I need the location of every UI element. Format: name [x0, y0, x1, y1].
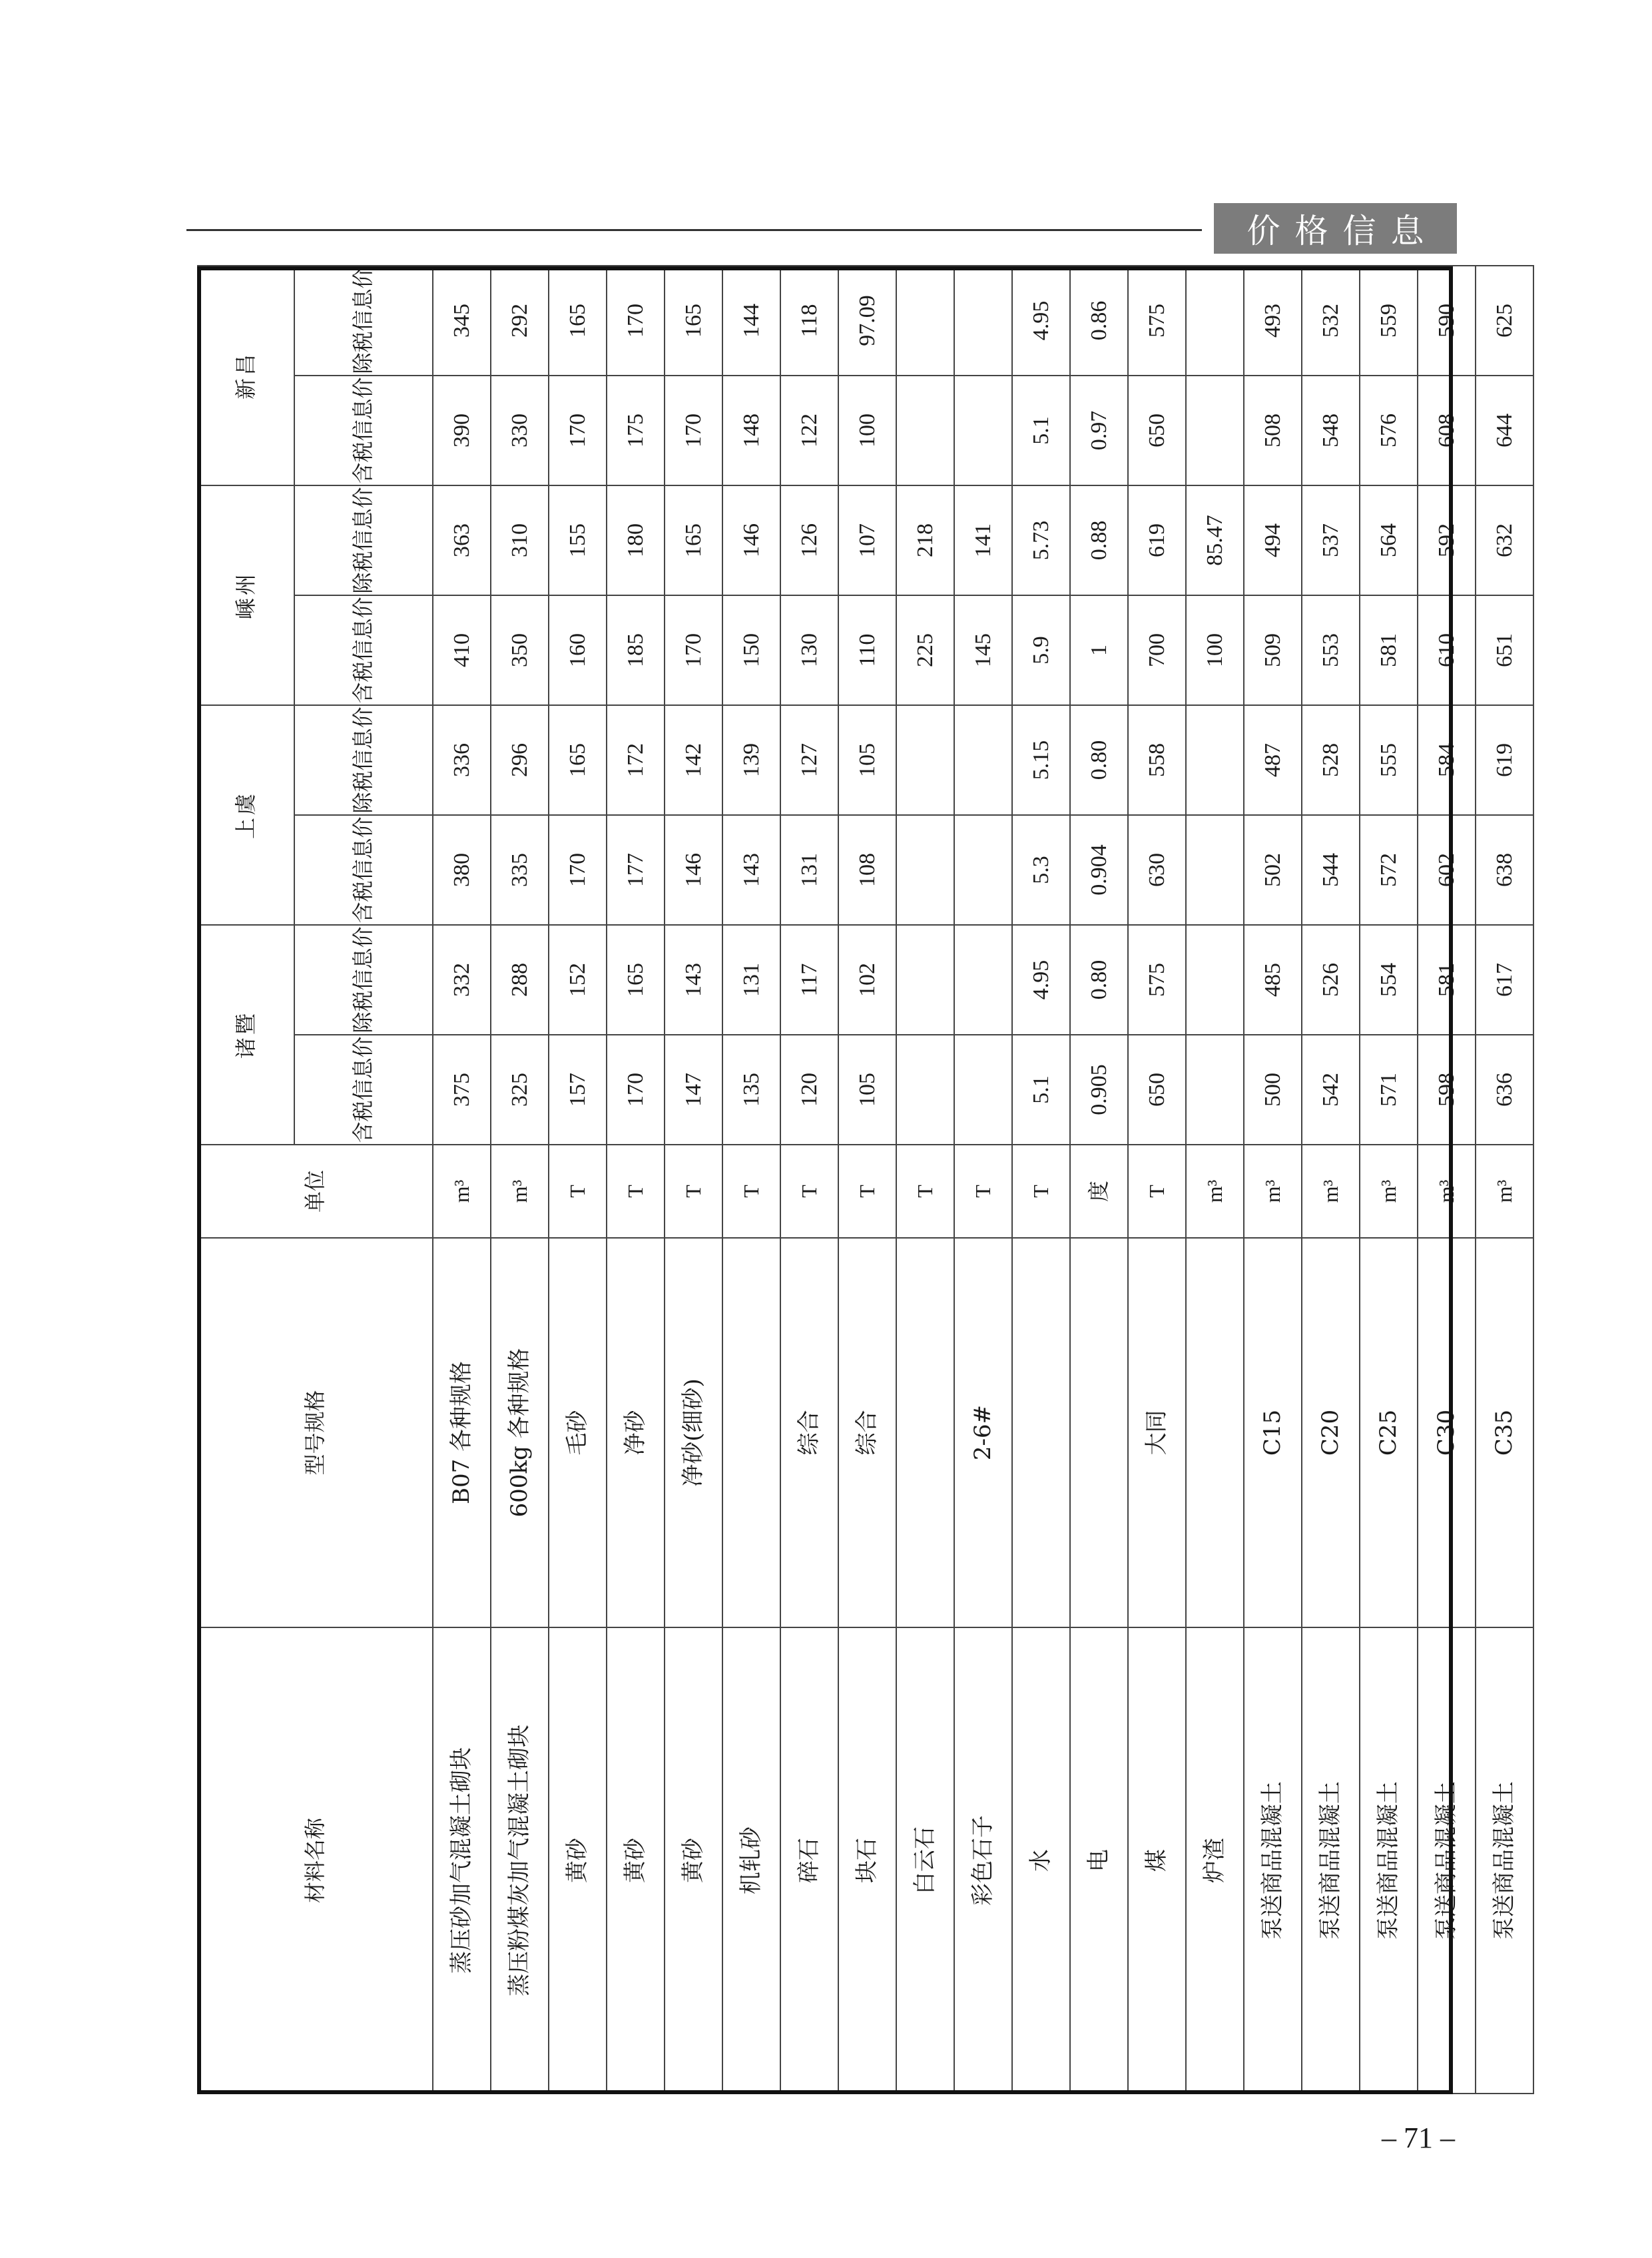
price-with-tax-cell: 638 [1476, 815, 1533, 925]
price-with-tax-cell: 5.3 [1012, 815, 1070, 925]
price-without-tax-cell: 165 [549, 705, 607, 815]
price-with-tax-cell: 170 [607, 1035, 665, 1145]
price-with-tax-cell: 1 [1070, 595, 1128, 705]
price-with-tax-cell: 380 [433, 815, 491, 925]
section-title: 价格信息 [1214, 203, 1457, 254]
region-header-shangyu: 上虞 [198, 705, 294, 925]
price-without-tax-cell: 172 [607, 705, 665, 815]
price-with-tax-cell: 576 [1360, 376, 1418, 485]
price-with-tax-cell: 131 [780, 815, 838, 925]
unit-cell: T [1012, 1145, 1070, 1238]
spec-cell: C35 [1476, 1238, 1533, 1627]
region-header-zhuji: 诸暨 [198, 925, 294, 1145]
price-with-tax-cell: 130 [780, 595, 838, 705]
table-frame [197, 266, 1453, 2094]
material-name-cell: 泵送商品混凝土 [1244, 1627, 1302, 2094]
unit-cell: T [722, 1145, 780, 1238]
unit-cell: m³ [1244, 1145, 1302, 1238]
price-without-tax-cell: 0.86 [1070, 266, 1128, 376]
price-with-tax-cell: 630 [1128, 815, 1186, 925]
price-without-tax-cell: 170 [607, 266, 665, 376]
price-without-tax-cell: 336 [433, 705, 491, 815]
price-with-tax-cell: 553 [1302, 595, 1360, 705]
price-without-tax-cell: 345 [433, 266, 491, 376]
unit-cell: T [607, 1145, 665, 1238]
unit-cell: T [1128, 1145, 1186, 1238]
material-name-cell: 炉渣 [1186, 1627, 1244, 2094]
price-with-tax-cell: 146 [665, 815, 722, 925]
price-with-tax-cell: 143 [722, 815, 780, 925]
price-with-tax-cell: 650 [1128, 376, 1186, 485]
price-without-tax-cell: 146 [722, 485, 780, 595]
spec-cell: 净砂(细砂) [665, 1238, 722, 1627]
price-with-tax-cell: 160 [549, 595, 607, 705]
price-with-tax-cell: 170 [549, 815, 607, 925]
price-with-tax-cell: 5.1 [1012, 376, 1070, 485]
subheader-with-tax: 含税信息价 [294, 815, 433, 925]
price-with-tax-cell: 0.97 [1070, 376, 1128, 485]
unit-cell: T [896, 1145, 954, 1238]
subheader-without-tax: 除税信息价 [294, 705, 433, 815]
region-header-shengzhou: 嵊州 [198, 485, 294, 705]
price-without-tax-cell: 581 [1418, 925, 1476, 1035]
material-name-cell: 黄砂 [607, 1627, 665, 2094]
price-with-tax-cell: 135 [722, 1035, 780, 1145]
price-with-tax-cell: 500 [1244, 1035, 1302, 1145]
col-name-header: 材料名称 [198, 1627, 433, 2094]
price-without-tax-cell: 363 [433, 485, 491, 595]
price-without-tax-cell: 144 [722, 266, 780, 376]
price-without-tax-cell: 558 [1128, 705, 1186, 815]
price-with-tax-cell: 157 [549, 1035, 607, 1145]
unit-cell: T [838, 1145, 896, 1238]
price-without-tax-cell: 532 [1302, 266, 1360, 376]
price-without-tax-cell: 85.47 [1186, 485, 1244, 595]
price-without-tax-cell: 493 [1244, 266, 1302, 376]
spec-cell: 600kg 各种规格 [491, 1238, 549, 1627]
price-with-tax-cell: 5.9 [1012, 595, 1070, 705]
price-without-tax-cell: 554 [1360, 925, 1418, 1035]
price-with-tax-cell: 108 [838, 815, 896, 925]
price-with-tax-cell: 375 [433, 1035, 491, 1145]
subheader-with-tax: 含税信息价 [294, 1035, 433, 1145]
price-without-tax-cell: 165 [549, 266, 607, 376]
material-name-cell: 电 [1070, 1627, 1128, 2094]
material-name-cell: 碎石 [780, 1627, 838, 2094]
price-without-tax-cell: 97.09 [838, 266, 896, 376]
price-with-tax-cell: 542 [1302, 1035, 1360, 1145]
price-without-tax-cell: 584 [1418, 705, 1476, 815]
price-with-tax-cell: 122 [780, 376, 838, 485]
price-with-tax-cell: 602 [1418, 815, 1476, 925]
price-with-tax-cell: 148 [722, 376, 780, 485]
unit-cell: m³ [1476, 1145, 1533, 1238]
price-without-tax-cell: 4.95 [1012, 925, 1070, 1035]
price-without-tax-cell: 332 [433, 925, 491, 1035]
price-without-tax-cell: 494 [1244, 485, 1302, 595]
table-row [1476, 266, 1533, 2094]
price-without-tax-cell: 131 [722, 925, 780, 1035]
unit-cell: T [780, 1145, 838, 1238]
unit-cell: m³ [1360, 1145, 1418, 1238]
price-without-tax-cell: 592 [1418, 485, 1476, 595]
price-with-tax-cell: 175 [607, 376, 665, 485]
price-without-tax-cell: 117 [780, 925, 838, 1035]
price-with-tax-cell: 390 [433, 376, 491, 485]
price-without-tax-cell: 142 [665, 705, 722, 815]
price-without-tax-cell: 617 [1476, 925, 1533, 1035]
unit-cell: T [954, 1145, 1012, 1238]
price-with-tax-cell: 335 [491, 815, 549, 925]
price-without-tax-cell: 0.80 [1070, 925, 1128, 1035]
price-with-tax-cell: 636 [1476, 1035, 1533, 1145]
price-with-tax-cell: 502 [1244, 815, 1302, 925]
price-without-tax-cell: 165 [607, 925, 665, 1035]
page-number: – 71 – [1382, 2121, 1455, 2154]
region-header-xinchang: 新昌 [198, 266, 294, 485]
price-without-tax-cell: 165 [665, 485, 722, 595]
price-with-tax-cell: 581 [1360, 595, 1418, 705]
spec-cell: C25 [1360, 1238, 1418, 1627]
price-without-tax-cell: 118 [780, 266, 838, 376]
price-without-tax-cell: 590 [1418, 266, 1476, 376]
price-with-tax-cell: 571 [1360, 1035, 1418, 1145]
price-with-tax-cell: 572 [1360, 815, 1418, 925]
price-without-tax-cell: 485 [1244, 925, 1302, 1035]
price-with-tax-cell: 170 [665, 595, 722, 705]
price-without-tax-cell: 180 [607, 485, 665, 595]
price-without-tax-cell: 575 [1128, 266, 1186, 376]
material-name-cell: 蒸压粉煤灰加气混凝土砌块 [491, 1627, 549, 2094]
material-name-cell: 块石 [838, 1627, 896, 2094]
price-with-tax-cell: 350 [491, 595, 549, 705]
subheader-without-tax: 除税信息价 [294, 485, 433, 595]
price-without-tax-cell: 528 [1302, 705, 1360, 815]
price-with-tax-cell: 100 [838, 376, 896, 485]
price-with-tax-cell: 177 [607, 815, 665, 925]
price-without-tax-cell: 625 [1476, 266, 1533, 376]
price-without-tax-cell: 0.80 [1070, 705, 1128, 815]
price-without-tax-cell: 575 [1128, 925, 1186, 1035]
unit-cell: m³ [1302, 1145, 1360, 1238]
subheader-with-tax: 含税信息价 [294, 376, 433, 485]
price-with-tax-cell: 610 [1418, 595, 1476, 705]
price-with-tax-cell: 225 [896, 595, 954, 705]
price-with-tax-cell: 650 [1128, 1035, 1186, 1145]
price-with-tax-cell: 644 [1476, 376, 1533, 485]
price-without-tax-cell: 564 [1360, 485, 1418, 595]
material-name-cell: 泵送商品混凝土 [1360, 1627, 1418, 2094]
spec-cell: 2-6# [954, 1238, 1012, 1627]
material-name-cell: 白云石 [896, 1627, 954, 2094]
spec-cell: C15 [1244, 1238, 1302, 1627]
price-with-tax-cell: 330 [491, 376, 549, 485]
price-without-tax-cell: 4.95 [1012, 266, 1070, 376]
unit-cell: T [549, 1145, 607, 1238]
material-name-cell: 机轧砂 [722, 1627, 780, 2094]
unit-cell: m³ [1418, 1145, 1476, 1238]
price-with-tax-cell: 105 [838, 1035, 896, 1145]
spec-cell: 净砂 [607, 1238, 665, 1627]
spec-cell: C30 [1418, 1238, 1476, 1627]
unit-cell: m³ [491, 1145, 549, 1238]
price-without-tax-cell: 107 [838, 485, 896, 595]
spec-cell: 综合 [838, 1238, 896, 1627]
price-without-tax-cell: 155 [549, 485, 607, 595]
price-without-tax-cell: 288 [491, 925, 549, 1035]
price-with-tax-cell: 170 [665, 376, 722, 485]
price-without-tax-cell: 619 [1476, 705, 1533, 815]
price-without-tax-cell: 141 [954, 485, 1012, 595]
price-without-tax-cell: 559 [1360, 266, 1418, 376]
price-with-tax-cell: 410 [433, 595, 491, 705]
price-without-tax-cell: 526 [1302, 925, 1360, 1035]
material-name-cell: 蒸压砂加气混凝土砌块 [433, 1627, 491, 2094]
price-without-tax-cell: 0.88 [1070, 485, 1128, 595]
price-without-tax-cell: 127 [780, 705, 838, 815]
spec-cell: 综合 [780, 1238, 838, 1627]
price-with-tax-cell: 325 [491, 1035, 549, 1145]
material-name-cell: 煤 [1128, 1627, 1186, 2094]
unit-cell: m³ [433, 1145, 491, 1238]
col-unit-header: 单位 [198, 1145, 433, 1238]
spec-cell: B07 各种规格 [433, 1238, 491, 1627]
price-without-tax-cell: 5.15 [1012, 705, 1070, 815]
price-with-tax-cell: 0.905 [1070, 1035, 1128, 1145]
price-without-tax-cell: 152 [549, 925, 607, 1035]
unit-cell: m³ [1186, 1145, 1244, 1238]
spec-cell: 毛砂 [549, 1238, 607, 1627]
material-name-cell: 泵送商品混凝土 [1476, 1627, 1533, 2094]
price-with-tax-cell: 700 [1128, 595, 1186, 705]
spec-cell: C20 [1302, 1238, 1360, 1627]
price-with-tax-cell: 147 [665, 1035, 722, 1145]
price-with-tax-cell: 508 [1244, 376, 1302, 485]
spec-cell: 大同 [1128, 1238, 1186, 1627]
price-without-tax-cell: 296 [491, 705, 549, 815]
subheader-without-tax: 除税信息价 [294, 266, 433, 376]
price-with-tax-cell: 651 [1476, 595, 1533, 705]
material-name-cell: 黄砂 [549, 1627, 607, 2094]
price-without-tax-cell: 310 [491, 485, 549, 595]
col-spec-header: 型号规格 [198, 1238, 433, 1627]
price-with-tax-cell: 170 [549, 376, 607, 485]
price-without-tax-cell: 632 [1476, 485, 1533, 595]
price-with-tax-cell: 120 [780, 1035, 838, 1145]
price-with-tax-cell: 598 [1418, 1035, 1476, 1145]
price-without-tax-cell: 143 [665, 925, 722, 1035]
price-with-tax-cell: 110 [838, 595, 896, 705]
price-with-tax-cell: 185 [607, 595, 665, 705]
price-without-tax-cell: 139 [722, 705, 780, 815]
price-without-tax-cell: 165 [665, 266, 722, 376]
price-without-tax-cell: 619 [1128, 485, 1186, 595]
material-name-cell: 泵送商品混凝土 [1302, 1627, 1360, 2094]
price-with-tax-cell: 5.1 [1012, 1035, 1070, 1145]
price-with-tax-cell: 150 [722, 595, 780, 705]
material-name-cell: 泵送商品混凝土 [1418, 1627, 1476, 2094]
price-with-tax-cell: 509 [1244, 595, 1302, 705]
price-without-tax-cell: 102 [838, 925, 896, 1035]
price-without-tax-cell: 126 [780, 485, 838, 595]
price-without-tax-cell: 555 [1360, 705, 1418, 815]
subheader-without-tax: 除税信息价 [294, 925, 433, 1035]
price-without-tax-cell: 292 [491, 266, 549, 376]
price-without-tax-cell: 105 [838, 705, 896, 815]
price-with-tax-cell: 145 [954, 595, 1012, 705]
price-with-tax-cell: 100 [1186, 595, 1244, 705]
price-without-tax-cell: 218 [896, 485, 954, 595]
material-name-cell: 黄砂 [665, 1627, 722, 2094]
price-without-tax-cell: 5.73 [1012, 485, 1070, 595]
unit-cell: T [665, 1145, 722, 1238]
price-with-tax-cell: 0.904 [1070, 815, 1128, 925]
header-rule [186, 229, 1202, 231]
price-without-tax-cell: 537 [1302, 485, 1360, 595]
material-name-cell: 彩色石子 [954, 1627, 1012, 2094]
price-with-tax-cell: 608 [1418, 376, 1476, 485]
price-with-tax-cell: 548 [1302, 376, 1360, 485]
price-with-tax-cell: 544 [1302, 815, 1360, 925]
price-without-tax-cell: 487 [1244, 705, 1302, 815]
subheader-with-tax: 含税信息价 [294, 595, 433, 705]
unit-cell: 度 [1070, 1145, 1128, 1238]
material-name-cell: 水 [1012, 1627, 1070, 2094]
